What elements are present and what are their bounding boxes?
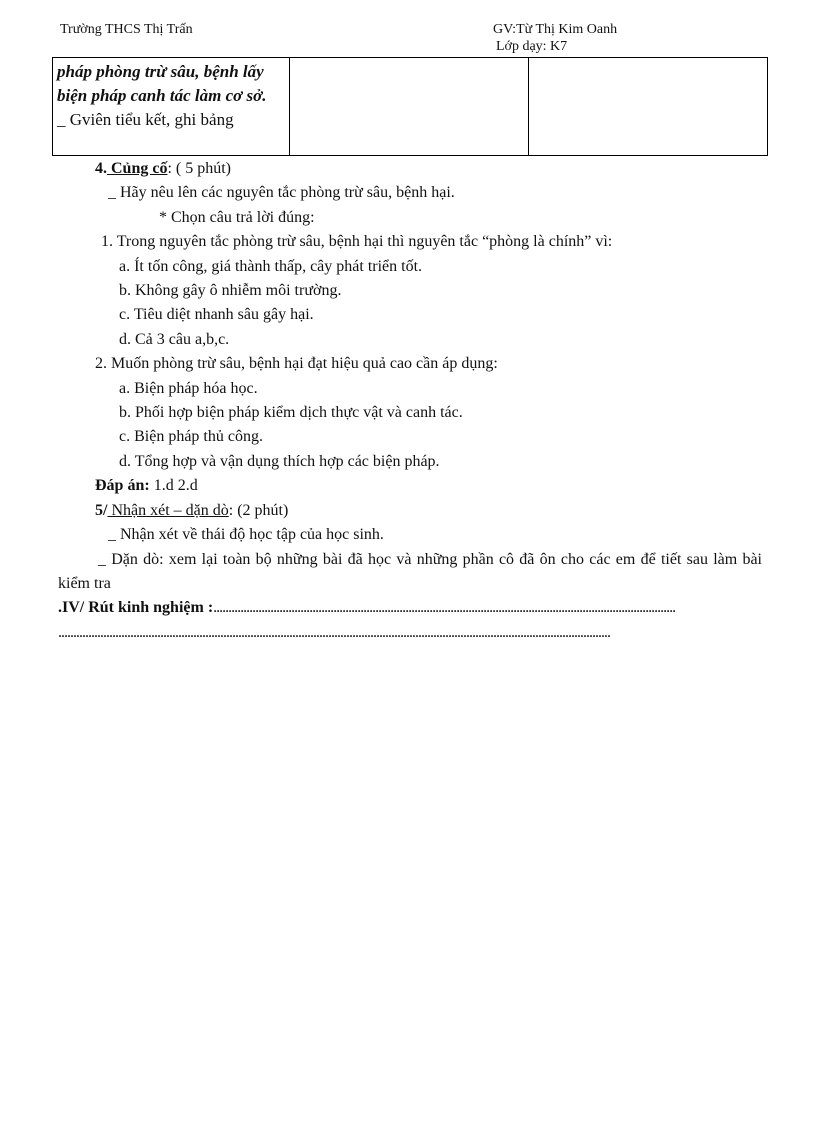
- section-4-instruction: * Chọn câu trả lời đúng:: [159, 208, 315, 226]
- document-body: [58, 157, 762, 645]
- section-iv-line: [58, 596, 762, 620]
- section-5-line-1: _ Nhận xét về thái độ học tập của học sinh.: [108, 526, 384, 544]
- header-teacher: GV:Từ Thị Kim Oanh: [493, 22, 618, 37]
- table-row: [53, 58, 768, 156]
- question-2-option-c: c. Biện pháp thủ công.: [119, 428, 263, 446]
- section-4-number: 4.: [95, 160, 107, 177]
- header-school: Trường THCS Thị Trấn: [60, 22, 193, 37]
- table-cell-activity: [53, 58, 290, 156]
- section-5-title: Nhận xét – dặn dò: [107, 501, 229, 519]
- table-cell-content: [529, 58, 768, 156]
- question-2-option-d: d. Tổng hợp và vận dụng thích hợp các biện pháp.: [119, 452, 440, 470]
- question-1-option-d: d. Cả 3 câu a,b,c.: [119, 330, 230, 348]
- section-5-line-2: _ Dặn dò: xem lại toàn bộ những bài đã học và những phần cô đã ôn cho các em để tiết sau làm bài kiểm tra: [58, 550, 762, 592]
- section-4-heading: [58, 157, 762, 181]
- section-5-time: : (2 phút): [228, 501, 289, 519]
- question-1: 1. Trong nguyên tắc phòng trừ sâu, bệnh hại thì nguyên tắc “phòng là chính” vì:: [101, 233, 613, 251]
- section-iv-dots-2: ........................................................................................................................................................................................: [58, 623, 610, 641]
- question-2: 2. Muốn phòng trừ sâu, bệnh hại đạt hiệu quả cao cần áp dụng:: [95, 355, 498, 373]
- activity-text: pháp phòng trừ sâu, bệnh lấy biện pháp canh tác làm cơ sở.: [57, 62, 267, 105]
- activity-note: _ Gviên tiểu kết, ghi bảng: [57, 110, 234, 129]
- header-class: Lớp dạy: K7: [496, 39, 568, 54]
- section-5-heading: [58, 499, 762, 523]
- question-2-option-a: a. Biện pháp hóa học.: [119, 379, 258, 397]
- section-iv-label: .IV/ Rút kinh nghiệm :: [58, 599, 214, 617]
- question-1-option-a: a. Ít tốn công, giá thành thấp, cây phát triển tốt.: [119, 257, 423, 275]
- section-4-time: : ( 5 phút): [167, 160, 231, 177]
- question-1-option-b: b. Không gây ô nhiễm môi trường.: [119, 282, 342, 300]
- table-cell-student: [290, 58, 529, 156]
- section-4-title: Củng cố: [107, 160, 168, 177]
- question-2-option-b: b. Phối hợp biện pháp kiểm dịch thực vật và canh tác.: [119, 404, 463, 422]
- section-4-prompt: _ Hãy nêu lên các nguyên tắc phòng trừ sâu, bệnh hại.: [108, 184, 455, 202]
- answer-label: Đáp án:: [95, 477, 150, 495]
- answer-line: [58, 474, 762, 498]
- answer-value: 1.d 2.d: [149, 477, 198, 495]
- question-1-option-c: c. Tiêu diệt nhanh sâu gây hại.: [119, 306, 314, 324]
- section-5-number: 5/: [95, 501, 108, 519]
- lesson-table: [52, 57, 768, 156]
- section-iv-dots: ..........................................................................................................................................................: [213, 599, 676, 617]
